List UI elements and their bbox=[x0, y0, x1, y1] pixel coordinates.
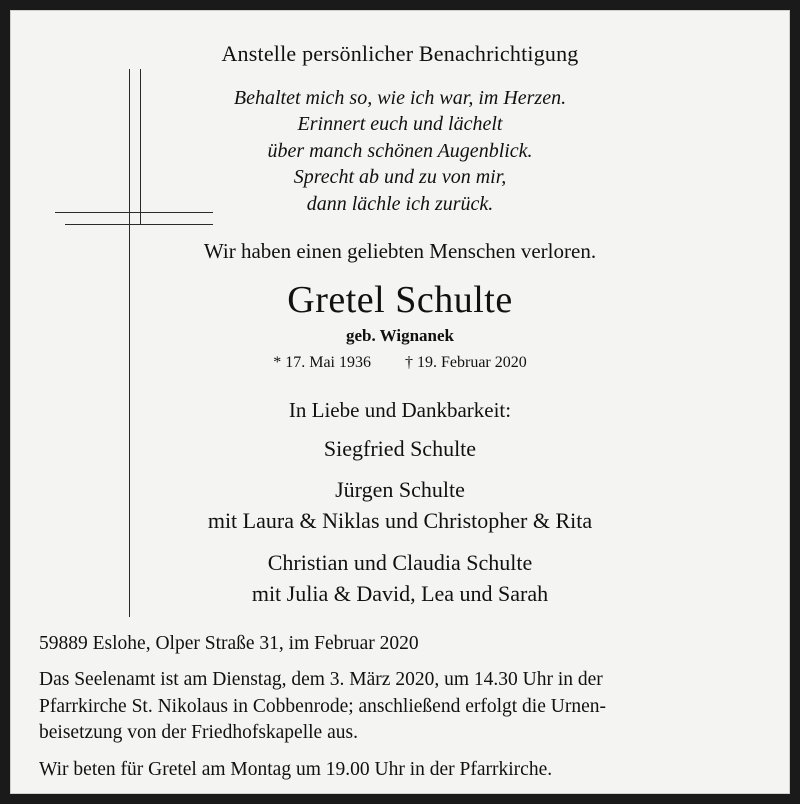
address-line: 59889 Eslohe, Olper Straße 31, im Februar 2020 bbox=[39, 633, 419, 655]
family-member-relatives: mit Julia & David, Lea und Sarah bbox=[251, 580, 549, 606]
service-details bbox=[39, 667, 767, 747]
family-member-name: Christian und Claudia Schulte bbox=[267, 549, 533, 575]
verse-line-5: dann lächle ich zurück. bbox=[306, 192, 494, 215]
obituary-footer bbox=[39, 633, 767, 781]
verse-line-3: über manch schönen Augenblick. bbox=[267, 139, 533, 162]
family-list bbox=[39, 433, 761, 609]
gratitude-label: In Liebe und Dankbarkeit: bbox=[288, 397, 512, 422]
service-line-2: Pfarrkirche St. Nikolaus in Cobbenrode; anschließend erfolgt die Urnen- bbox=[39, 695, 606, 717]
loss-statement: Wir haben einen geliebten Menschen verloren. bbox=[203, 238, 597, 263]
verse-line-1: Behaltet mich so, wie ich war, im Herzen. bbox=[233, 87, 567, 109]
verse-line-2: Erinnert euch und lächelt bbox=[297, 113, 503, 136]
birth-date: * 17. Mai 1936 bbox=[273, 353, 371, 371]
service-line-3: beisetzung von der Friedhofskapelle aus. bbox=[39, 722, 358, 744]
death-date: † 19. Februar 2020 bbox=[405, 353, 527, 371]
obituary-inner bbox=[11, 11, 789, 793]
maiden-name: geb. Wignanek bbox=[345, 325, 455, 345]
family-member-relatives: mit Laura & Niklas und Christopher & Rita bbox=[207, 508, 593, 534]
memorial-verse bbox=[39, 85, 761, 217]
family-member-name: Siegfried Schulte bbox=[323, 435, 477, 461]
family-member-group bbox=[39, 474, 761, 536]
family-member-group bbox=[39, 547, 761, 609]
family-member-group bbox=[39, 433, 761, 464]
notification-headline: Anstelle persönlicher Benachrichtigung bbox=[221, 41, 579, 66]
deceased-name: Gretel Schulte bbox=[287, 278, 513, 321]
family-member-name: Jürgen Schulte bbox=[335, 477, 465, 503]
prayer-details: Wir beten für Gretel am Montag um 19.00 Uhr in der Pfarrkirche. bbox=[39, 759, 553, 780]
obituary-card bbox=[10, 10, 790, 794]
service-line-1: Das Seelenamt ist am Dienstag, dem 3. März 2020, um 14.30 Uhr in der bbox=[39, 669, 603, 691]
verse-line-4: Sprecht ab und zu von mir, bbox=[293, 166, 507, 189]
life-dates bbox=[39, 354, 761, 372]
obituary-content bbox=[39, 41, 761, 609]
